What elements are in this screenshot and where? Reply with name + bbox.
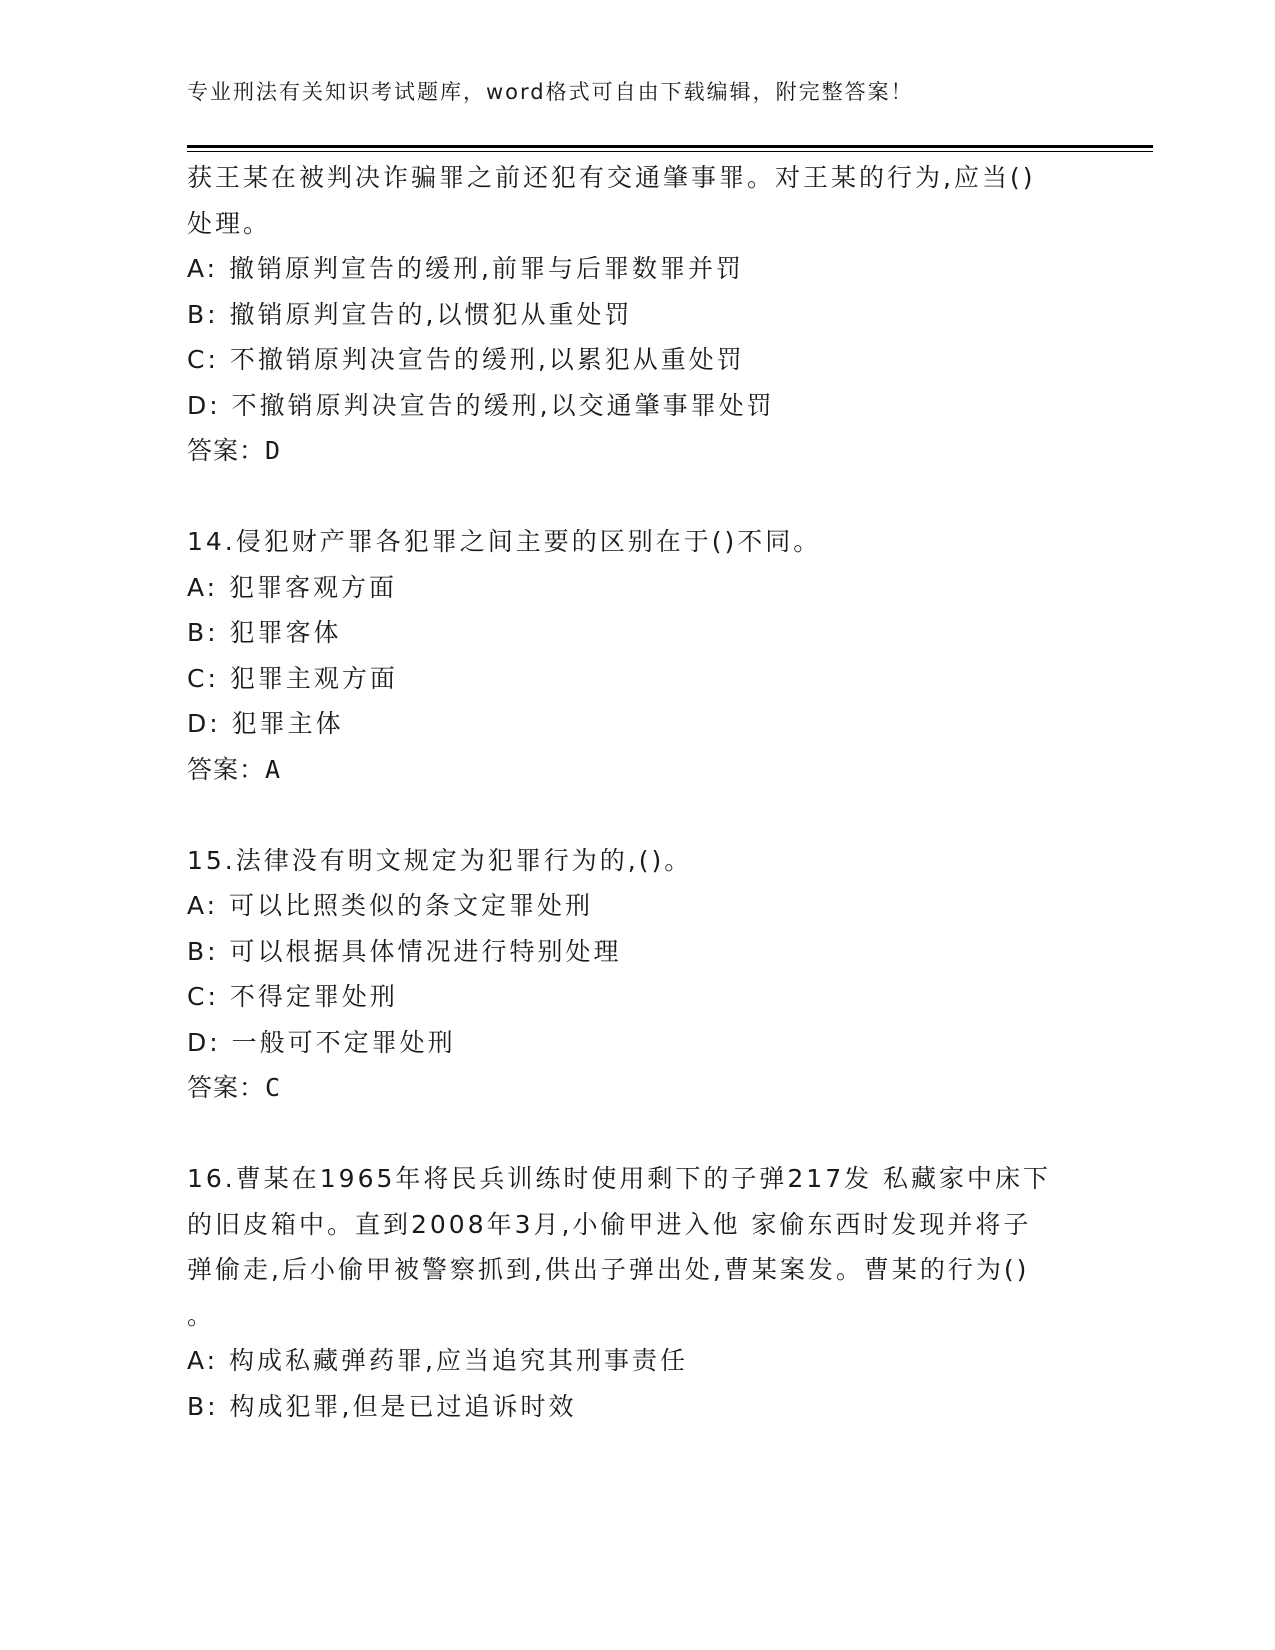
option-b: B: 犯罪客体 (187, 618, 342, 647)
question-stem-line: 获王某在被判决诈骗罪之前还犯有交通肇事罪。对王某的行为,应当() (187, 163, 1036, 192)
spacer (187, 1111, 1087, 1157)
question-stem-line: 15.法律没有明文规定为犯罪行为的,()。 (187, 845, 693, 875)
answer (187, 1065, 1087, 1111)
option-c: C: 不得定罪处刑 (187, 982, 398, 1011)
question-stem-line: 处理。 (187, 208, 272, 238)
option-b: B: 撤销原判宣告的,以惯犯从重处罚 (187, 299, 633, 329)
answer-label: 答案： (187, 754, 266, 784)
answer-value: D (265, 436, 281, 465)
answer-value: C (265, 1073, 281, 1102)
option-a: A: 撤销原判宣告的缓刑,前罪与后罪数罪并罚 (187, 254, 744, 283)
question-13 (187, 155, 1087, 474)
option-b: B: 可以根据具体情况进行特别处理 (187, 936, 622, 966)
spacer (187, 792, 1087, 838)
answer (187, 747, 1087, 793)
answer (187, 428, 1087, 474)
question-list (187, 155, 1087, 1429)
option-a: A: 可以比照类似的条文定罪处刑 (187, 891, 594, 920)
option-a: A: 构成私藏弹药罪,应当追究其刑事责任 (187, 1346, 688, 1375)
question-stem-line: 。 (187, 1300, 216, 1330)
spacer (187, 474, 1087, 520)
question-stem-line: 弹偷走,后小偷甲被警察抓到,供出子弹出处,曹某案发。曹某的行为() (187, 1255, 1030, 1284)
question-14 (187, 519, 1087, 792)
page-header: 专业刑法有关知识考试题库，word格式可自由下载编辑，附完整答案！ (187, 80, 914, 104)
option-d: D: 犯罪主体 (187, 709, 344, 738)
question-stem-line: 16.曹某在1965年将民兵训练时使用剩下的子弹217发 私藏家中床下 (187, 1164, 1052, 1193)
option-a: A: 犯罪客观方面 (187, 572, 398, 602)
question-15 (187, 838, 1087, 1111)
question-16 (187, 1156, 1087, 1429)
question-stem-line: 的旧皮箱中。直到2008年3月,小偷甲进入他 家偷东西时发现并将子 (187, 1209, 1032, 1239)
answer-value: A (265, 754, 281, 784)
answer-label: 答案： (187, 1073, 266, 1102)
header-rule-thick (187, 145, 1153, 148)
option-c: C: 不撤销原判决宣告的缓刑,以累犯从重处罚 (187, 345, 745, 374)
header-rule-thin (187, 151, 1153, 152)
option-c: C: 犯罪主观方面 (187, 663, 398, 693)
option-d: D: 一般可不定罪处刑 (187, 1027, 456, 1057)
question-stem-line: 14.侵犯财产罪各犯罪之间主要的区别在于()不同。 (187, 527, 822, 556)
option-b: B: 构成犯罪,但是已过追诉时效 (187, 1391, 577, 1421)
option-d: D: 不撤销原判决宣告的缓刑,以交通肇事罪处罚 (187, 390, 775, 420)
answer-label: 答案： (187, 436, 266, 465)
